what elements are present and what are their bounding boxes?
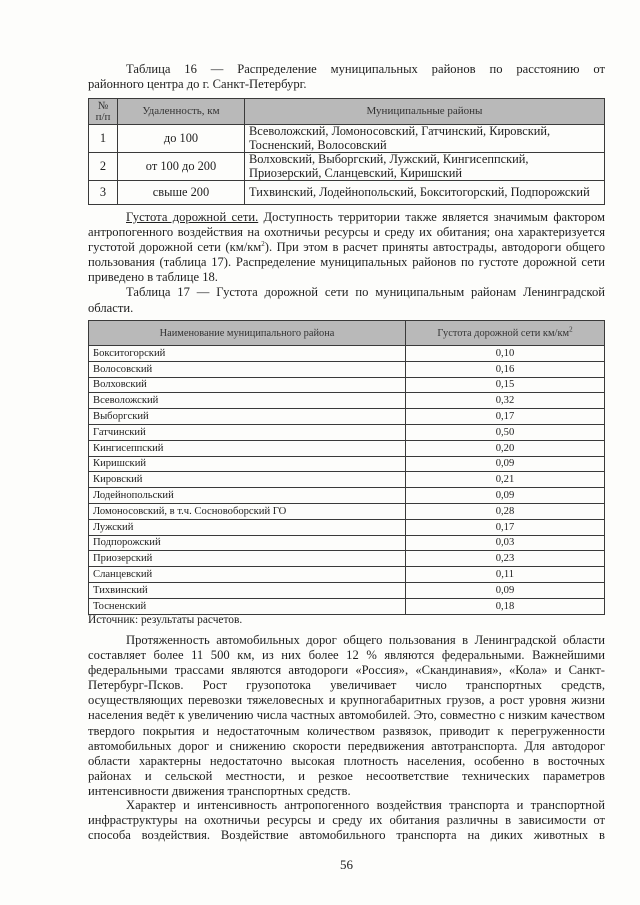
district-name: Ломоносовский, в т.ч. Сосновоборский ГО xyxy=(89,503,406,519)
density-header-text: Густота дорожной сети км/км xyxy=(437,327,570,339)
district-name: Сланцевский xyxy=(89,567,406,583)
table-row xyxy=(89,456,605,472)
district-name: Всеволожский xyxy=(89,393,406,409)
density-heading: Густота дорожной сети. xyxy=(126,210,259,224)
row-distance: до 100 xyxy=(118,125,245,153)
table17-header-row xyxy=(89,321,605,346)
table-row xyxy=(89,567,605,583)
district-name: Кингисеппский xyxy=(89,440,406,456)
table-row xyxy=(89,393,605,409)
district-name: Подпорожский xyxy=(89,535,406,551)
district-name: Бокситогорский xyxy=(89,346,406,362)
district-name: Киришский xyxy=(89,456,406,472)
density-value: 0,18 xyxy=(406,598,605,614)
density-value: 0,23 xyxy=(406,551,605,567)
district-name: Тихвинский xyxy=(89,582,406,598)
density-value: 0,03 xyxy=(406,535,605,551)
table-row xyxy=(89,535,605,551)
table-row xyxy=(89,488,605,504)
district-name: Лодейнопольский xyxy=(89,488,406,504)
table-row xyxy=(89,377,605,393)
density-text-b: ). При этом в расчет приняты автострады, автодороги общего пользования (таблица 17). Распределение муниципальных районов по густоте дорожной сети приведено в таблице 18. xyxy=(88,240,605,285)
table16 xyxy=(88,98,605,205)
impact-paragraph xyxy=(88,798,605,843)
table17-source xyxy=(88,613,605,628)
density-value: 0,17 xyxy=(406,519,605,535)
density-value: 0,16 xyxy=(406,361,605,377)
density-value: 0,09 xyxy=(406,456,605,472)
density-value: 0,28 xyxy=(406,503,605,519)
table17-source-text: Источник: результаты расчетов. xyxy=(88,614,243,626)
impact-paragraph-text: Характер и интенсивность антропогенного воздействия транспорта и транспортной инфраструктуры на охотничьи ресурсы и среду их обитания различны в зависимости от способа воздействия. Воздействие автомобильного транспорта на диких животных в xyxy=(88,798,605,843)
table-row xyxy=(89,181,605,205)
table-row xyxy=(89,424,605,440)
district-name: Выборгский xyxy=(89,409,406,425)
table16-header-row xyxy=(89,99,605,125)
district-name: Лужский xyxy=(89,519,406,535)
table16-caption-line2: районного центра до г. Санкт-Петербург. xyxy=(88,77,307,92)
density-paragraph-text xyxy=(88,210,605,285)
density-header-sup: 2 xyxy=(569,325,573,334)
row-distance: от 100 до 200 xyxy=(118,153,245,181)
district-name: Кировский xyxy=(89,472,406,488)
density-value: 0,17 xyxy=(406,409,605,425)
density-value: 0,21 xyxy=(406,472,605,488)
table16-header-num xyxy=(89,99,118,125)
row-num: 1 xyxy=(89,125,118,153)
table-row xyxy=(89,472,605,488)
density-value: 0,09 xyxy=(406,582,605,598)
district-name: Волосовский xyxy=(89,361,406,377)
density-value: 0,32 xyxy=(406,393,605,409)
table-row xyxy=(89,125,605,153)
density-value: 0,09 xyxy=(406,488,605,504)
table17-caption-line1: Таблица 17 — Густота дорожной сети по муниципальным районам Ленинградской xyxy=(126,285,605,300)
row-distance: свыше 200 xyxy=(118,181,245,205)
density-value: 0,50 xyxy=(406,424,605,440)
table-row xyxy=(89,582,605,598)
table16-caption xyxy=(88,62,605,92)
table17-header-name: Наименование муниципального района xyxy=(89,321,406,346)
density-value: 0,20 xyxy=(406,440,605,456)
table-row xyxy=(89,346,605,362)
table17-header-density xyxy=(406,321,605,346)
density-paragraph xyxy=(88,210,605,316)
num-sign: № xyxy=(97,99,109,112)
table-row xyxy=(89,519,605,535)
district-name: Гатчинский xyxy=(89,424,406,440)
row-districts: Тихвинский, Лодейнопольский, Бокситогорский, Подпорожский xyxy=(245,181,605,205)
table17 xyxy=(88,320,605,615)
table-row xyxy=(89,440,605,456)
density-value: 0,10 xyxy=(406,346,605,362)
district-name: Волховский xyxy=(89,377,406,393)
table-row xyxy=(89,598,605,614)
table-row xyxy=(89,361,605,377)
page-number: 56 xyxy=(340,857,353,872)
table-row xyxy=(89,153,605,181)
roads-paragraph-text: Протяженность автомобильных дорог общего пользования в Ленинградской области составляет более 11 500 км, из них более 12 % являются федеральными. Важнейшими федеральными трассами являются автодороги «Россия», «Скандинавия», «Кола» и Санкт-Петербург-Псков. Рост грузопотока увеличивает число транспортных средств, осуществляющих перевозки тяжеловесных и крупногабаритных грузов, а рост уровня жизни населения ведёт к увеличению числа частных автомобилей. Это, совместно с низким качеством твердого покрытия и недостаточным количеством развязок, приводит к перегруженности автомобильных дорог и снижению скорости передвижения автотранспорта. Для автодорог области характерны недостаточно высокая плотность населения, особенно в восточных районах и сельской местности, и резкое несоответствие технических параметров интенсивности движения транспортных средств. xyxy=(88,633,605,798)
district-name: Приозерский xyxy=(89,551,406,567)
density-value: 0,11 xyxy=(406,567,605,583)
row-num: 3 xyxy=(89,181,118,205)
density-value: 0,15 xyxy=(406,377,605,393)
density-text-a: Доступность территории также является значимым фактором антропогенного воздействия на охотничьи ресурсы и среду их обитания; она характеризуется густотой дорожной сети (км/км xyxy=(88,210,605,255)
table17-caption-line2: области. xyxy=(88,300,134,315)
roads-paragraph xyxy=(88,633,605,799)
row-districts: Всеволожский, Ломоносовский, Гатчинский, Кировский, Тосненский, Волосовский xyxy=(245,125,605,153)
table16-header-distance: Удаленность, км xyxy=(118,99,245,125)
table16-caption-line1: Таблица 16 — Распределение муниципальных районов по расстоянию от xyxy=(126,62,605,76)
density-sup: 2 xyxy=(261,240,265,248)
table-row xyxy=(89,409,605,425)
row-districts: Волховский, Выборгский, Лужский, Кингисеппский, Приозерский, Сланцевский, Киришский xyxy=(245,153,605,181)
district-name: Тосненский xyxy=(89,598,406,614)
num-abbr: п/п xyxy=(95,110,111,123)
row-num: 2 xyxy=(89,153,118,181)
table-row xyxy=(89,551,605,567)
table-row xyxy=(89,503,605,519)
table16-header-districts: Муниципальные районы xyxy=(245,99,605,125)
